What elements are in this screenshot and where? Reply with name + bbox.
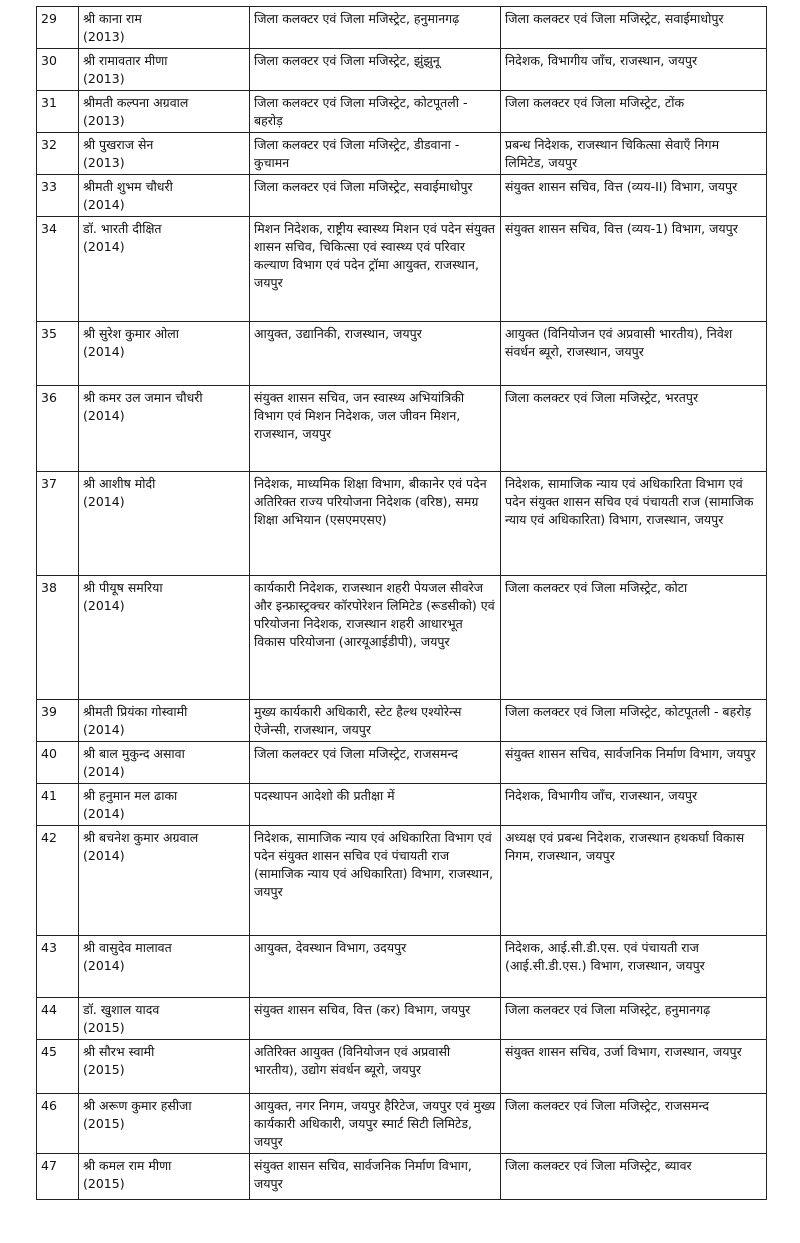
previous-posting-cell: मुख्य कार्यकारी अधिकारी, स्टेट हैल्थ एश्योरेन्स ऐजेन्सी, राजस्थान, जयपुर (250, 700, 501, 742)
officer-name: श्री कमल राम मीणा (83, 1158, 172, 1173)
officer-name: श्री पुखराज सेन (83, 137, 154, 152)
new-posting-cell: संयुक्त शासन सचिव, वित्त (व्यय-1) विभाग, जयपुर (501, 217, 767, 322)
officer-batch: (2014) (83, 408, 125, 423)
officer-name: श्री बचनेश कुमार अग्रवाल (83, 830, 199, 845)
officer-cell (79, 1094, 250, 1154)
serial-number-cell: 29 (37, 7, 79, 49)
table-row (37, 998, 767, 1040)
serial-number-cell: 47 (37, 1154, 79, 1200)
serial-number-cell: 36 (37, 386, 79, 472)
serial-number-cell: 43 (37, 936, 79, 998)
officer-cell (79, 1040, 250, 1094)
officer-name: श्री सौरभ स्वामी (83, 1044, 155, 1059)
serial-number-cell: 40 (37, 742, 79, 784)
officer-batch: (2014) (83, 806, 125, 821)
new-posting-cell: निदेशक, विभागीय जाँच, राजस्थान, जयपुर (501, 49, 767, 91)
serial-number-cell: 35 (37, 322, 79, 386)
officer-name: श्री आशीष मोदी (83, 476, 156, 491)
officer-name: श्रीमती शुभम चौधरी (83, 179, 173, 194)
officer-name: डॉ. भारती दीक्षित (83, 221, 162, 236)
serial-number-cell: 46 (37, 1094, 79, 1154)
officer-cell (79, 133, 250, 175)
officer-name: श्री हनुमान मल ढाका (83, 788, 178, 803)
new-posting-cell: निदेशक, आई.सी.डी.एस. एवं पंचायती राज (आई.सी.डी.एस.) विभाग, राजस्थान, जयपुर (501, 936, 767, 998)
previous-posting-cell: निदेशक, माध्यमिक शिक्षा विभाग, बीकानेर एवं पदेन अतिरिक्त राज्य परियोजना निदेशक (वरिष्ठ), समग्र शिक्षा अभियान (एसएमएसए) (250, 472, 501, 576)
table-row (37, 936, 767, 998)
new-posting-cell: प्रबन्ध निदेशक, राजस्थान चिकित्सा सेवाएँ निगम लिमिटेड, जयपुर (501, 133, 767, 175)
new-posting-cell: संयुक्त शासन सचिव, उर्जा विभाग, राजस्थान, जयपुर (501, 1040, 767, 1094)
officer-name: डॉ. खुशाल यादव (83, 1002, 160, 1017)
officer-cell (79, 322, 250, 386)
officer-cell (79, 386, 250, 472)
serial-number-cell: 38 (37, 576, 79, 700)
officer-cell (79, 91, 250, 133)
officer-cell (79, 998, 250, 1040)
previous-posting-cell: जिला कलक्टर एवं जिला मजिस्ट्रेट, सवाईमाधोपुर (250, 175, 501, 217)
serial-number-cell: 31 (37, 91, 79, 133)
officer-cell (79, 49, 250, 91)
previous-posting-cell: संयुक्त शासन सचिव, सार्वजनिक निर्माण विभाग, जयपुर (250, 1154, 501, 1200)
table-row (37, 472, 767, 576)
previous-posting-cell: आयुक्त, देवस्थान विभाग, उदयपुर (250, 936, 501, 998)
officer-name: श्री बाल मुकुन्द असावा (83, 746, 185, 761)
table-row (37, 217, 767, 322)
table-row (37, 742, 767, 784)
officer-name: श्रीमती प्रियंका गोस्वामी (83, 704, 188, 719)
serial-number-cell: 41 (37, 784, 79, 826)
table-row (37, 576, 767, 700)
officer-name: श्री अरूण कुमार हसीजा (83, 1098, 192, 1113)
officer-batch: (2014) (83, 598, 125, 613)
officer-batch: (2014) (83, 722, 125, 737)
serial-number-cell: 45 (37, 1040, 79, 1094)
new-posting-cell: आयुक्त (विनियोजन एवं अप्रवासी भारतीय), निवेश संवर्धन ब्यूरो, राजस्थान, जयपुर (501, 322, 767, 386)
officer-name: श्री काना राम (83, 11, 142, 26)
new-posting-cell: निदेशक, सामाजिक न्याय एवं अधिकारिता विभाग एवं पदेन संयुक्त शासन सचिव एवं पंचायती राज (सामाजिक न्याय एवं अधिकारिता) विभाग, राजस्थान, जयपुर (501, 472, 767, 576)
serial-number-cell: 37 (37, 472, 79, 576)
table-row (37, 133, 767, 175)
previous-posting-cell: पदस्थापन आदेशो की प्रतीक्षा में (250, 784, 501, 826)
serial-number-cell: 39 (37, 700, 79, 742)
new-posting-cell: जिला कलक्टर एवं जिला मजिस्ट्रेट, कोटा (501, 576, 767, 700)
transfer-list-table (36, 6, 767, 1200)
officer-batch: (2013) (83, 29, 125, 44)
officer-name: श्री पीयूष समरिया (83, 580, 163, 595)
table-row (37, 700, 767, 742)
officer-cell (79, 7, 250, 49)
new-posting-cell: अध्यक्ष एवं प्रबन्ध निदेशक, राजस्थान हथकर्घा विकास निगम, राजस्थान, जयपुर (501, 826, 767, 936)
table-row (37, 322, 767, 386)
serial-number-cell: 42 (37, 826, 79, 936)
serial-number-cell: 30 (37, 49, 79, 91)
table-body (37, 7, 767, 1200)
new-posting-cell: जिला कलक्टर एवं जिला मजिस्ट्रेट, हनुमानगढ़ (501, 998, 767, 1040)
officer-cell (79, 742, 250, 784)
officer-batch: (2015) (83, 1020, 125, 1035)
officer-batch: (2014) (83, 848, 125, 863)
officer-batch: (2014) (83, 239, 125, 254)
table-row (37, 784, 767, 826)
new-posting-cell: जिला कलक्टर एवं जिला मजिस्ट्रेट, टोंक (501, 91, 767, 133)
officer-name: श्री रामावतार मीणा (83, 53, 168, 68)
table-row (37, 1154, 767, 1200)
officer-cell (79, 217, 250, 322)
new-posting-cell: संयुक्त शासन सचिव, सार्वजनिक निर्माण विभाग, जयपुर (501, 742, 767, 784)
officer-cell (79, 1154, 250, 1200)
previous-posting-cell: मिशन निदेशक, राष्ट्रीय स्वास्थ्य मिशन एवं पदेन संयुक्त शासन सचिव, चिकित्सा एवं स्वास्थ्य एवं परिवार कल्याण विभाग एवं पदेन ट्रॉमा आयुक्त, राजस्थान, जयपुर (250, 217, 501, 322)
officer-batch: (2014) (83, 197, 125, 212)
table-row (37, 1040, 767, 1094)
new-posting-cell: निदेशक, विभागीय जाँच, राजस्थान, जयपुर (501, 784, 767, 826)
table-row (37, 386, 767, 472)
officer-batch: (2013) (83, 71, 125, 86)
officer-cell (79, 175, 250, 217)
previous-posting-cell: जिला कलक्टर एवं जिला मजिस्ट्रेट, झुंझुनू (250, 49, 501, 91)
serial-number-cell: 34 (37, 217, 79, 322)
previous-posting-cell: संयुक्त शासन सचिव, जन स्वास्थ्य अभियांत्रिकी विभाग एवं मिशन निदेशक, जल जीवन मिशन, राजस्थान, जयपुर (250, 386, 501, 472)
officer-cell (79, 576, 250, 700)
table-row (37, 7, 767, 49)
officer-name: श्रीमती कल्पना अग्रवाल (83, 95, 189, 110)
table-row (37, 1094, 767, 1154)
previous-posting-cell: आयुक्त, उद्यानिकी, राजस्थान, जयपुर (250, 322, 501, 386)
officer-batch: (2015) (83, 1062, 125, 1077)
officer-cell (79, 936, 250, 998)
new-posting-cell: जिला कलक्टर एवं जिला मजिस्ट्रेट, ब्यावर (501, 1154, 767, 1200)
officer-batch: (2014) (83, 344, 125, 359)
officer-cell (79, 826, 250, 936)
previous-posting-cell: कार्यकारी निदेशक, राजस्थान शहरी पेयजल सीवरेज और इन्फ्रास्ट्रक्चर कॉरपोरेशन लिमिटेड (रूडसीको) एवं परियोजना निदेशक, राजस्थान शहरी आधारभूत विकास परियोजना (आरयूआईडीपी), जयपुर (250, 576, 501, 700)
new-posting-cell: जिला कलक्टर एवं जिला मजिस्ट्रेट, कोटपूतली - बहरोड़ (501, 700, 767, 742)
officer-batch: (2015) (83, 1116, 125, 1131)
officer-cell (79, 784, 250, 826)
previous-posting-cell: जिला कलक्टर एवं जिला मजिस्ट्रेट, हनुमानगढ़ (250, 7, 501, 49)
officer-batch: (2014) (83, 494, 125, 509)
table-row (37, 49, 767, 91)
officer-cell (79, 472, 250, 576)
new-posting-cell: संयुक्त शासन सचिव, वित्त (व्यय-II) विभाग, जयपुर (501, 175, 767, 217)
officer-batch: (2015) (83, 1176, 125, 1191)
table-row (37, 826, 767, 936)
officer-name: श्री कमर उल जमान चौधरी (83, 390, 203, 405)
officer-batch: (2014) (83, 764, 125, 779)
new-posting-cell: जिला कलक्टर एवं जिला मजिस्ट्रेट, भरतपुर (501, 386, 767, 472)
officer-name: श्री वासुदेव मालावत (83, 940, 172, 955)
previous-posting-cell: आयुक्त, नगर निगम, जयपुर हैरिटेज, जयपुर एवं मुख्य कार्यकारी अधिकारी, जयपुर स्मार्ट सिटी लिमिटेड, जयपुर (250, 1094, 501, 1154)
new-posting-cell: जिला कलक्टर एवं जिला मजिस्ट्रेट, राजसमन्द (501, 1094, 767, 1154)
officer-batch: (2013) (83, 113, 125, 128)
officer-batch: (2014) (83, 958, 125, 973)
officer-name: श्री सुरेश कुमार ओला (83, 326, 179, 341)
serial-number-cell: 44 (37, 998, 79, 1040)
officer-batch: (2013) (83, 155, 125, 170)
previous-posting-cell: अतिरिक्त आयुक्त (विनियोजन एवं अप्रवासी भारतीय), उद्योग संवर्धन ब्यूरो, जयपुर (250, 1040, 501, 1094)
previous-posting-cell: जिला कलक्टर एवं जिला मजिस्ट्रेट, कोटपूतली - बहरोड़ (250, 91, 501, 133)
table-row (37, 91, 767, 133)
serial-number-cell: 33 (37, 175, 79, 217)
new-posting-cell: जिला कलक्टर एवं जिला मजिस्ट्रेट, सवाईमाधोपुर (501, 7, 767, 49)
previous-posting-cell: निदेशक, सामाजिक न्याय एवं अधिकारिता विभाग एवं पदेन संयुक्त शासन सचिव एवं पंचायती राज (सामाजिक न्याय एवं अधिकारिता) विभाग, राजस्थान, जयपुर (250, 826, 501, 936)
table-row (37, 175, 767, 217)
serial-number-cell: 32 (37, 133, 79, 175)
officer-cell (79, 700, 250, 742)
previous-posting-cell: जिला कलक्टर एवं जिला मजिस्ट्रेट, डीडवाना - कुचामन (250, 133, 501, 175)
previous-posting-cell: जिला कलक्टर एवं जिला मजिस्ट्रेट, राजसमन्द (250, 742, 501, 784)
previous-posting-cell: संयुक्त शासन सचिव, वित्त (कर) विभाग, जयपुर (250, 998, 501, 1040)
